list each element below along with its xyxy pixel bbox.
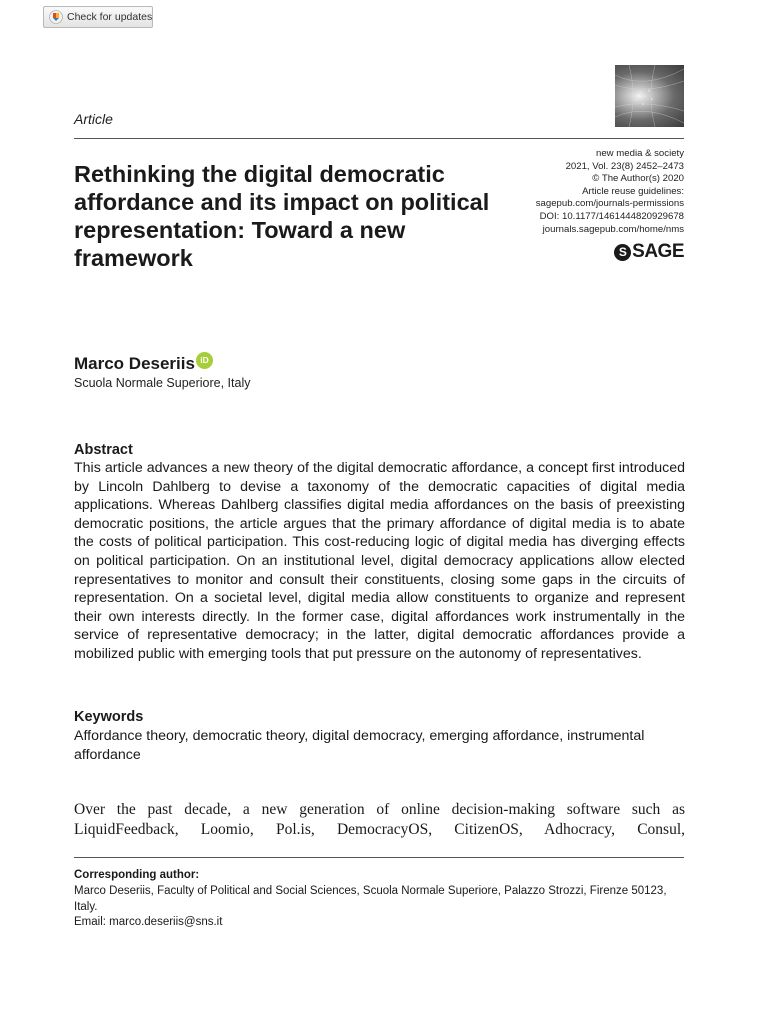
keywords-heading: Keywords [74,709,144,725]
doi-link[interactable]: DOI: 10.1177/1461444820929678 [539,210,684,222]
sage-logo [614,241,684,263]
crossmark-icon [49,10,63,24]
permissions-link[interactable]: sagepub.com/journals-permissions [535,198,684,210]
journal-name: new media & society [596,148,684,159]
footnote-rule [74,857,684,858]
body-paragraph [74,800,685,840]
body-line: LiquidFeedback, Loomio, Pol.is, DemocracyOS, CitizenOS, Adhocracy, Consul, [74,821,685,838]
check-for-updates-button[interactable] [43,6,153,28]
orcid-icon[interactable]: iD [196,352,213,369]
journal-info [536,148,684,236]
article-title: Rethinking the digital democratic affordance and its impact on political representation: Toward a new framework [74,161,490,271]
sage-logo-text: SAGE [632,241,684,262]
journal-home-link[interactable]: journals.sagepub.com/home/nms [542,223,684,235]
author-affiliation: Scuola Normale Superiore, Italy [74,376,251,390]
author-name: Marco Deseriis [74,354,195,373]
corresponding-address: Marco Deseriis, Faculty of Political and Social Sciences, Scuola Normale Superiore, Palazzo Strozzi, Firenze 50123, Italy. [74,885,667,913]
header-rule [74,138,684,139]
journal-volume: 2021, Vol. 23(8) 2452–2473 [565,160,684,172]
abstract-heading: Abstract [74,442,133,458]
corresponding-author-details [74,884,685,931]
corresponding-email[interactable]: Email: marco.deseriis@sns.it [74,916,223,928]
sage-s-icon: S [614,244,631,261]
check-for-updates-label: Check for updates [67,11,153,23]
reuse-guidelines-label: Article reuse guidelines: [582,185,684,197]
author [74,354,213,374]
journal-cover-image [615,65,684,127]
keywords-text: Affordance theory, democratic theory, digital democracy, emerging affordance, instrumental affordance [74,728,645,763]
copyright: © The Author(s) 2020 [592,173,684,185]
body-line: Over the past decade, a new generation of online decision-making software such as [74,801,685,818]
article-type-label: Article [74,111,113,127]
corresponding-author-heading: Corresponding author: [74,869,200,881]
abstract-text: This article advances a new theory of the digital democratic affordance, a concept first introduced by Lincoln Dahlberg to devise a taxonomy of the democratic capacities of digital media applications. Whereas Dahlberg classifies digital media affordances on the basis of preexisting democratic positions, the article argues that the primary affordance of digital media is to abate the costs of political participation. This cost-reducing logic of digital media has diverging effects on political participation. On an institutional level, digital democracy applications allow elected representatives to monitor and consult their constituents, closing some gaps in the circuits of representation. On a societal level, digital media allow constituents to organize and represent their own interests directly. In the former case, digital affordances work instrumentally in the service of representative democracy; in the latter, digital democratic affordances provide a mobilized public with emerging tools that put pressure on the autonomy of representatives. [74,460,685,662]
